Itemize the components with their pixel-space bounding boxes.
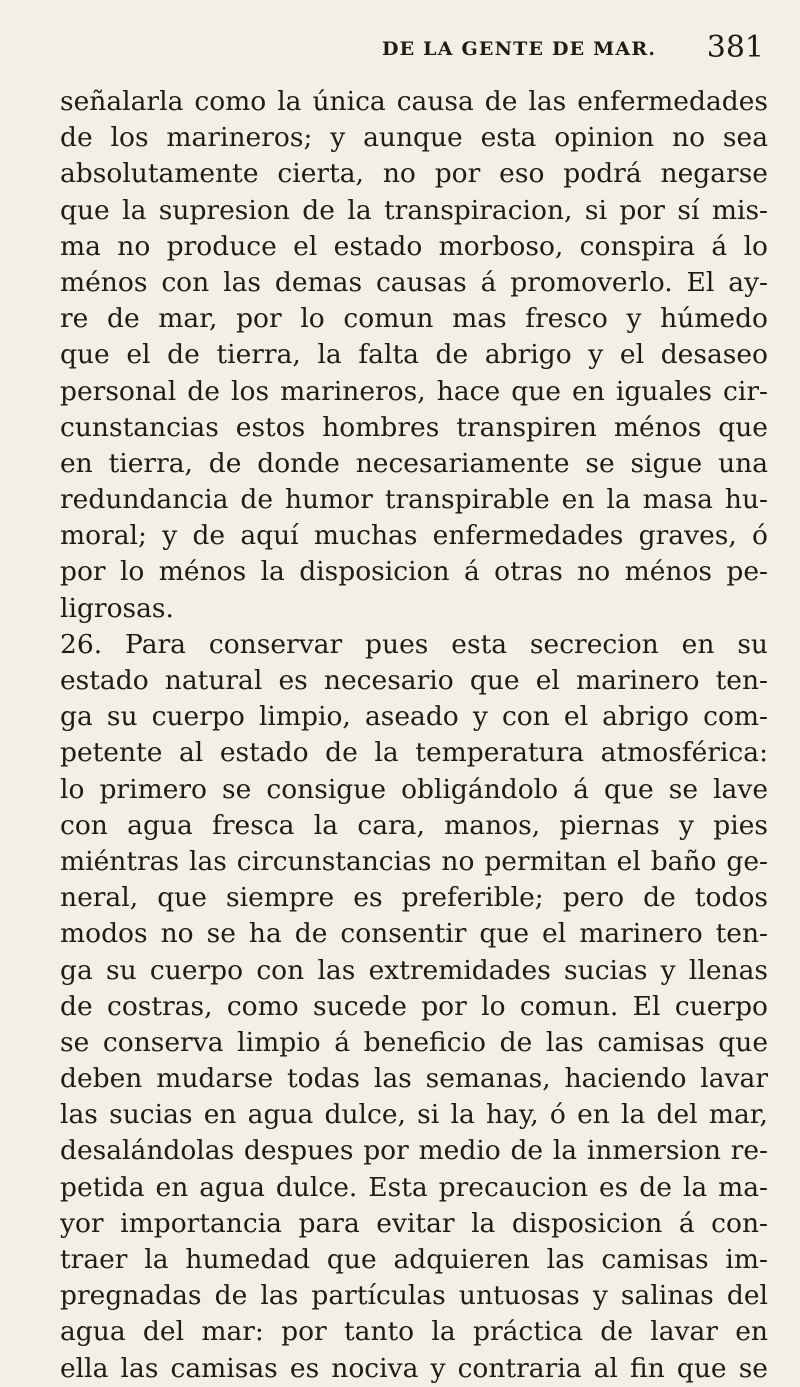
running-title: DE LA GENTE DE MAR. bbox=[382, 38, 657, 60]
text-line: que el de tierra, la falta de abrigo y el desaseo bbox=[60, 339, 768, 371]
text-line: petida en agua dulce. Esta precaucion es de la ma- bbox=[60, 1171, 768, 1203]
text-line: deben mudarse todas las semanas, haciendo lavar bbox=[60, 1063, 768, 1095]
text-line: modos no se ha de consentir que el marinero ten- bbox=[60, 918, 768, 950]
text-line: las sucias en agua dulce, si la hay, ó en la del mar, bbox=[60, 1099, 768, 1131]
text-line: estado natural es necesario que el marinero ten- bbox=[60, 665, 768, 696]
text-line: ella las camisas es nociva y contraria al fin que se bbox=[60, 1352, 768, 1384]
text-line: ma no produce el estado morboso, conspira á lo bbox=[60, 230, 768, 262]
text-line: miéntras las circunstancias no permitan el baño ge- bbox=[60, 845, 768, 877]
text-line: que la supresion de la transpiracion, si por sí mis- bbox=[60, 194, 768, 226]
text-line: petente al estado de la temperatura atmosférica: bbox=[60, 737, 768, 769]
text-line: en tierra, de donde necesariamente se sigue una bbox=[60, 447, 768, 479]
text-line: de costras, como sucede por lo comun. El cuerpo bbox=[60, 990, 768, 1022]
body-text bbox=[60, 84, 768, 1387]
text-line: yor importancia para evitar la disposicion á con- bbox=[60, 1207, 768, 1239]
text-line: ligrosas. bbox=[60, 592, 174, 624]
text-line: con agua fresca la cara, manos, piernas y pies bbox=[60, 809, 768, 841]
text-line: ga su cuerpo con las extremidades sucias y llenas bbox=[60, 954, 768, 986]
text-line: neral, que siempre es preferible; pero de todos bbox=[60, 882, 768, 914]
text-line: agua del mar: por tanto la práctica de lavar en bbox=[60, 1316, 768, 1348]
text-line: ga su cuerpo limpio, aseado y con el abrigo com- bbox=[60, 701, 768, 733]
text-line: se conserva limpio á beneficio de las camisas que bbox=[60, 1026, 768, 1058]
text-line: por lo ménos la disposicion á otras no ménos pe- bbox=[60, 556, 768, 588]
text-line: desalándolas despues por medio de la inmersion re- bbox=[60, 1135, 768, 1167]
text-line: lo primero se consigue obligándolo á que se lave bbox=[60, 773, 768, 805]
text-line: re de mar, por lo comun mas fresco y húmedo bbox=[60, 303, 768, 335]
text-line: ménos con las demas causas á promoverlo. El ay- bbox=[60, 266, 768, 298]
text-line: señalarla como la única causa de las enfermedades bbox=[60, 86, 768, 117]
text-line: de los marineros; y aunque esta opinion no sea bbox=[60, 122, 768, 154]
text-line: pregnadas de las partículas untuosas y salinas del bbox=[60, 1280, 768, 1312]
text-line: redundancia de humor transpirable en la masa hu- bbox=[60, 484, 768, 516]
text-line: absolutamente cierta, no por eso podrá negarse bbox=[60, 158, 768, 190]
text-line: personal de los marineros, hace que en iguales cir- bbox=[60, 375, 768, 407]
text-line: cunstancias estos hombres transpiren ménos que bbox=[60, 411, 768, 443]
page-number: 381 bbox=[706, 30, 764, 65]
text-line: moral; y de aquí muchas enfermedades graves, ó bbox=[60, 520, 768, 552]
text-line: traer la humedad que adquieren las camisas im- bbox=[60, 1244, 768, 1275]
running-head bbox=[60, 30, 768, 74]
paragraph-start-line: 26. Para conservar pues esta secrecion en su bbox=[60, 628, 768, 660]
